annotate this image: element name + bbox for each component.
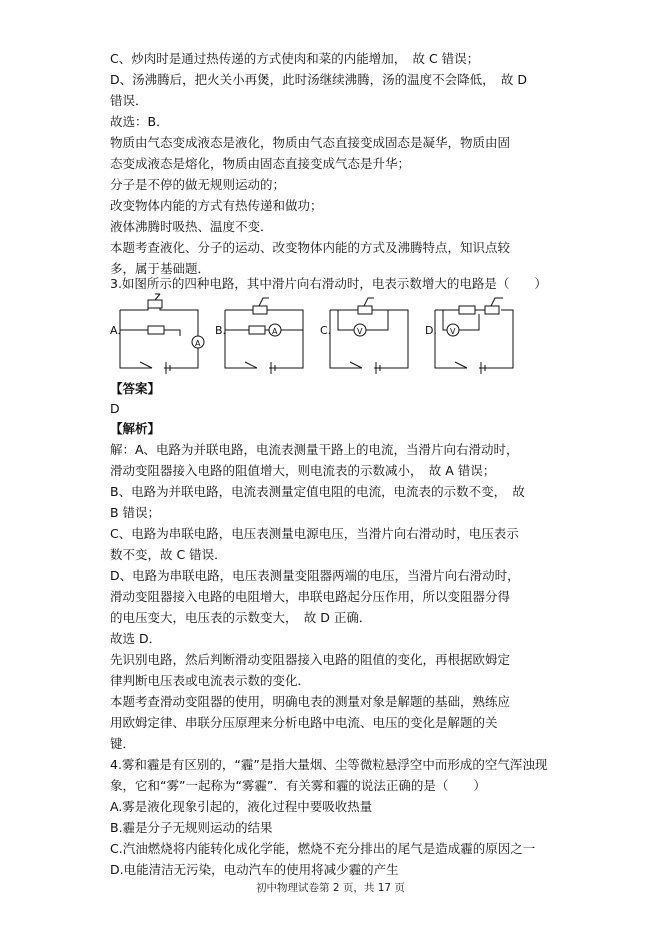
text-line: 的电压变大，电压表的示数变大， 故 D 正确． bbox=[110, 610, 372, 625]
meter-a-label: A bbox=[195, 339, 201, 348]
text-line: 先识别电路，然后判断滑动变阻器接入电路的阻值的变化，再根据欧姆定 bbox=[110, 652, 511, 667]
text-line: 多，属于基础题． bbox=[110, 261, 211, 276]
text-line: B 错误； bbox=[110, 505, 161, 520]
meter-d-label: V bbox=[450, 327, 456, 336]
circuit-c-label: C. bbox=[320, 324, 332, 337]
text-line: 态变成液态是熔化，物质由固态直接变成气态是升华； bbox=[110, 156, 411, 171]
text-line: 解：A、电路为并联电路，电流表测量干路上的电流，当滑片向右滑动时， bbox=[110, 442, 519, 457]
question-4: 4.雾和霾是有区别的，“霾”是指大量烟、尘等微粒悬浮空中而形成的空气浑浊现 bbox=[110, 757, 548, 772]
text-line: 本题考查滑动变阻器的使用，明确电表的测量对象是解题的基础，熟练应 bbox=[110, 694, 511, 709]
text-line: D、汤沸腾后，把火关小再煲，此时汤继续沸腾，汤的温度不会降低， 故 D bbox=[110, 72, 527, 87]
option-d: D.电能清洁无污染，电动汽车的使用将减少霾的产生 bbox=[110, 862, 399, 877]
text-line: 滑动变阻器接入电路的电阻增大，串联电路起分压作用，所以变阻器分得 bbox=[110, 589, 511, 604]
text-line: 滑动变阻器接入电路的阻值增大，则电流表的示数减小， 故 A 错误； bbox=[110, 463, 496, 478]
text-line: 象，它和“雾”一起称为“雾霾”．有关雾和霾的说法正确的是（ ） bbox=[110, 778, 486, 793]
circuit-d bbox=[425, 298, 513, 374]
text-line: 本题考查液化、分子的运动、改变物体内能的方式及沸腾特点，知识点较 bbox=[110, 240, 511, 255]
page-footer: 初中物理试卷第 2 页，共 17 页 bbox=[256, 882, 405, 894]
option-b: B.霾是分子无规则运动的结果 bbox=[110, 820, 273, 835]
text-line: 液体沸腾时吸热、温度不变． bbox=[110, 219, 273, 234]
text-line: 分子是不停的做无规则运动的； bbox=[110, 177, 286, 192]
circuit-d-label: D. bbox=[425, 324, 437, 337]
answer-heading: 【答案】 bbox=[110, 381, 161, 396]
text-line: D、电路为串联电路，电压表测量变阻器两端的电压，当滑片向右滑动时， bbox=[110, 568, 520, 583]
circuit-diagrams bbox=[108, 288, 528, 376]
option-a: A.雾是液化现象引起的，液化过程中要吸收热量 bbox=[110, 799, 373, 814]
meter-c-label: V bbox=[357, 327, 363, 336]
circuit-a-label: A. bbox=[110, 324, 121, 337]
text-line: 故选 D． bbox=[110, 631, 162, 646]
answer-value: D bbox=[110, 401, 120, 416]
text-line: 键． bbox=[110, 736, 136, 751]
text-line: C、炒肉时是通过热传递的方式使肉和菜的内能增加， 故 C 错误； bbox=[110, 51, 480, 66]
circuit-b-label: B. bbox=[215, 324, 227, 337]
text-line: 用欧姆定律、串联分压原理来分析电路中电流、电压的变化是解题的关 bbox=[110, 715, 498, 730]
text-line: 错误． bbox=[110, 93, 148, 108]
option-c: C.汽油燃烧将内能转化成化学能，燃烧不充分排出的尾气是造成霾的原因之一 bbox=[110, 841, 536, 856]
text-line: B、电路为并联电路，电流表测量定值电阻的电流，电流表的示数不变， 故 bbox=[110, 484, 525, 499]
text-line: 故选：B． bbox=[110, 114, 169, 129]
question-3: 3.如图所示的四种电路，其中滑片向右滑动时，电表示数增大的电路是（ ） bbox=[110, 276, 547, 291]
text-line: 数不变，故 C 错误． bbox=[110, 547, 227, 562]
text-line: 改变物体内能的方式有热传递和做功； bbox=[110, 198, 323, 213]
circuit-c bbox=[320, 298, 408, 374]
circuit-a bbox=[110, 294, 204, 374]
text-line: 物质由气态变成液态是液化，物质由气态直接变成固态是凝华，物质由固 bbox=[110, 135, 511, 150]
text-line: 律判断电压表或电流表示数的变化． bbox=[110, 673, 311, 688]
meter-b-label: A bbox=[272, 327, 278, 336]
text-line: C、电路为串联电路，电压表测量电源电压，当滑片向右滑动时，电压表示 bbox=[110, 526, 519, 541]
circuit-b bbox=[215, 298, 303, 374]
analysis-heading: 【解析】 bbox=[110, 421, 161, 436]
